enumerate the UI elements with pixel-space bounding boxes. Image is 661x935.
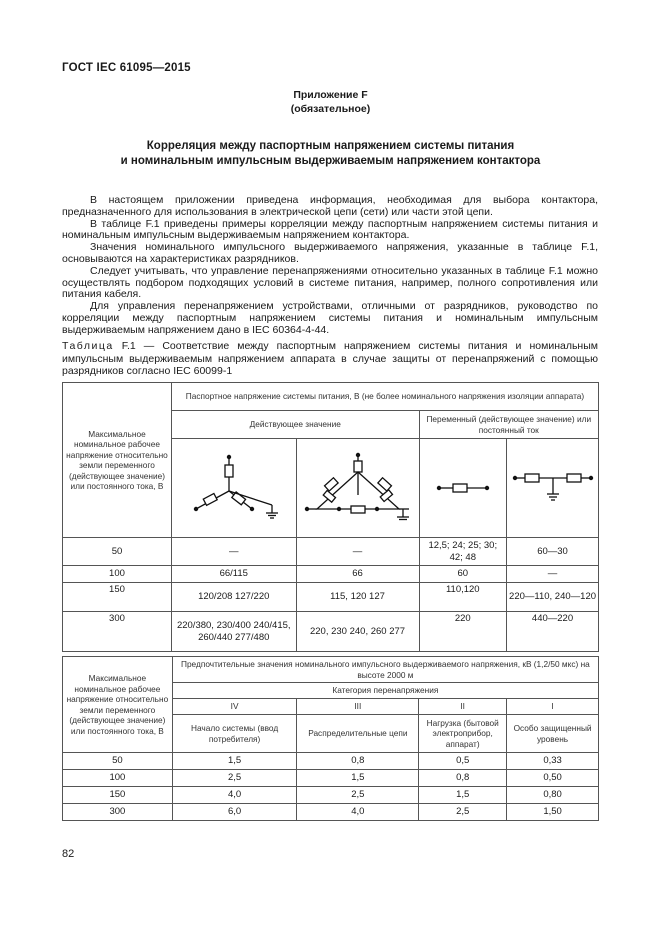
cell: 66/115 — [171, 566, 296, 583]
section-title-line2: и номинальным импульсным выдерживаемым напряжением контактора — [120, 155, 541, 167]
row-header-voltage: Максимальное номинальное рабочее напряжение относительно земли переменного (действующее значение) или постоянного тока, В — [63, 657, 173, 753]
cell: 220 — [419, 612, 507, 652]
cell-voltage: 100 — [63, 770, 173, 787]
cell: 0,8 — [419, 770, 507, 787]
category-desc: Начало системы (ввод потребителя) — [172, 715, 297, 753]
cell: 0,50 — [507, 770, 599, 787]
cell: 12,5; 24; 25; 30; 42; 48 — [419, 538, 507, 566]
cell: 66 — [296, 566, 419, 583]
cell-voltage: 300 — [63, 804, 173, 821]
cell: 220—110, 240—120 — [507, 583, 599, 612]
symbol-cell — [171, 439, 296, 538]
cell: 115, 120 127 — [296, 583, 419, 612]
row-header-voltage: Максимальное номинальное рабочее напряжение относительно земли переменного (действующее значение) или постоянного тока, В — [63, 383, 172, 538]
single-phase-icon — [433, 478, 493, 498]
caption-text: F.1 — Соответствие между паспортным напряжением системы питания и номинальным импульсным выдерживаемым напряжением аппарата в случае защиты от перенапряжений с помощью разрядников согласно IEC 60099-1 — [62, 340, 598, 377]
group-header-supply: Паспортное напряжение системы питания, В (не более номинального напряжения изоляции аппарата) — [171, 383, 598, 411]
document-header: ГОСТ IEC 61095—2015 — [62, 62, 191, 74]
body-text — [62, 195, 598, 337]
cell-voltage: 150 — [63, 787, 173, 804]
table-caption — [62, 340, 598, 378]
cell: 60 — [419, 566, 507, 583]
category-desc: Нагрузка (бытовой электроприбор, аппарат) — [419, 715, 507, 753]
cell: 1,5 — [297, 770, 419, 787]
paragraph: Для управления перенапряжением устройствами, отличными от разрядников, руководство по корреляции между паспортным напряжением системы питания и номинальным импульсным выдерживаемым напряжением дано в IEC 60364-4-44. — [62, 300, 598, 336]
category-label: I — [507, 699, 599, 715]
symbol-cell — [507, 439, 599, 538]
cell: 0,80 — [507, 787, 599, 804]
appendix-subtitle: (обязательное) — [290, 103, 371, 115]
subheader-ac-dc: Переменный (действующее значение) или постоянный ток — [419, 411, 598, 439]
cell: — — [296, 538, 419, 566]
category-label: IV — [172, 699, 297, 715]
cell: — — [507, 566, 599, 583]
cell: 2,5 — [419, 804, 507, 821]
section-title-line1: Корреляция между паспортным напряжением системы питания — [146, 140, 515, 152]
cell: 2,5 — [172, 770, 297, 787]
category-desc: Распределительные цепи — [297, 715, 419, 753]
voltage-table — [62, 382, 599, 652]
cell-voltage: 50 — [63, 753, 173, 770]
cell: 0,8 — [297, 753, 419, 770]
cell: 120/208 127/220 — [171, 583, 296, 612]
delta-system-icon — [299, 451, 417, 525]
dc-midpoint-icon — [511, 470, 595, 506]
cell-voltage: 100 — [63, 566, 172, 583]
star-system-icon — [184, 453, 284, 523]
impulse-table — [62, 656, 599, 821]
category-label: II — [419, 699, 507, 715]
category-desc: Особо защищенный уровень — [507, 715, 599, 753]
cell-voltage: 50 — [63, 538, 172, 566]
cell: 4,0 — [172, 787, 297, 804]
cell: 0,5 — [419, 753, 507, 770]
cell: 4,0 — [297, 804, 419, 821]
cell: 440—220 — [507, 612, 599, 652]
caption-label: Таблица — [62, 340, 114, 352]
cell: 220/380, 230/400 240/415, 260/440 277/480 — [171, 612, 296, 652]
category-label: III — [297, 699, 419, 715]
page-number: 82 — [62, 848, 75, 860]
cell-voltage: 150 — [63, 583, 172, 612]
section-title — [0, 139, 661, 169]
paragraph: Следует учитывать, что управление перенапряжениями относительно указанных в таблице F.1 можно осуществлять подбором подходящих условий в системе питания, например, полного сопротивления или питания кабеля. — [62, 264, 598, 301]
cell: 2,5 — [297, 787, 419, 804]
symbol-cell — [296, 439, 419, 538]
cell: 1,50 — [507, 804, 599, 821]
cell: 6,0 — [172, 804, 297, 821]
symbol-cell — [419, 439, 507, 538]
cell: 0,33 — [507, 753, 599, 770]
cell: 1,5 — [419, 787, 507, 804]
subheader-effective: Действующее значение — [171, 411, 419, 439]
cell: — — [171, 538, 296, 566]
appendix-title: Приложение F — [293, 89, 368, 101]
cell-voltage: 300 — [63, 612, 172, 652]
category-header: Категория перенапряжения — [172, 683, 598, 699]
cell: 1,5 — [172, 753, 297, 770]
cell: 110,120 — [419, 583, 507, 612]
cell: 220, 230 240, 260 277 — [296, 612, 419, 652]
group-header-impulse: Предпочтительные значения номинального импульсного выдерживаемого напряжения, кВ (1,2/50 мкс) на высоте 2000 м — [172, 657, 598, 683]
paragraph: Значения номинального импульсного выдерживаемого напряжения, указанные в таблице F.1, основываются на характеристиках разрядников. — [62, 241, 598, 265]
cell: 60—30 — [507, 538, 599, 566]
paragraph: В настоящем приложении приведена информация, необходимая для выбора контактора, предназначенного для использования в электрической цепи (сети) или части этой цепи. — [62, 194, 598, 218]
paragraph: В таблице F.1 приведены примеры корреляции между паспортным напряжением системы питания и номинальным импульсным выдерживаемым напряжением контактора. — [62, 217, 598, 242]
